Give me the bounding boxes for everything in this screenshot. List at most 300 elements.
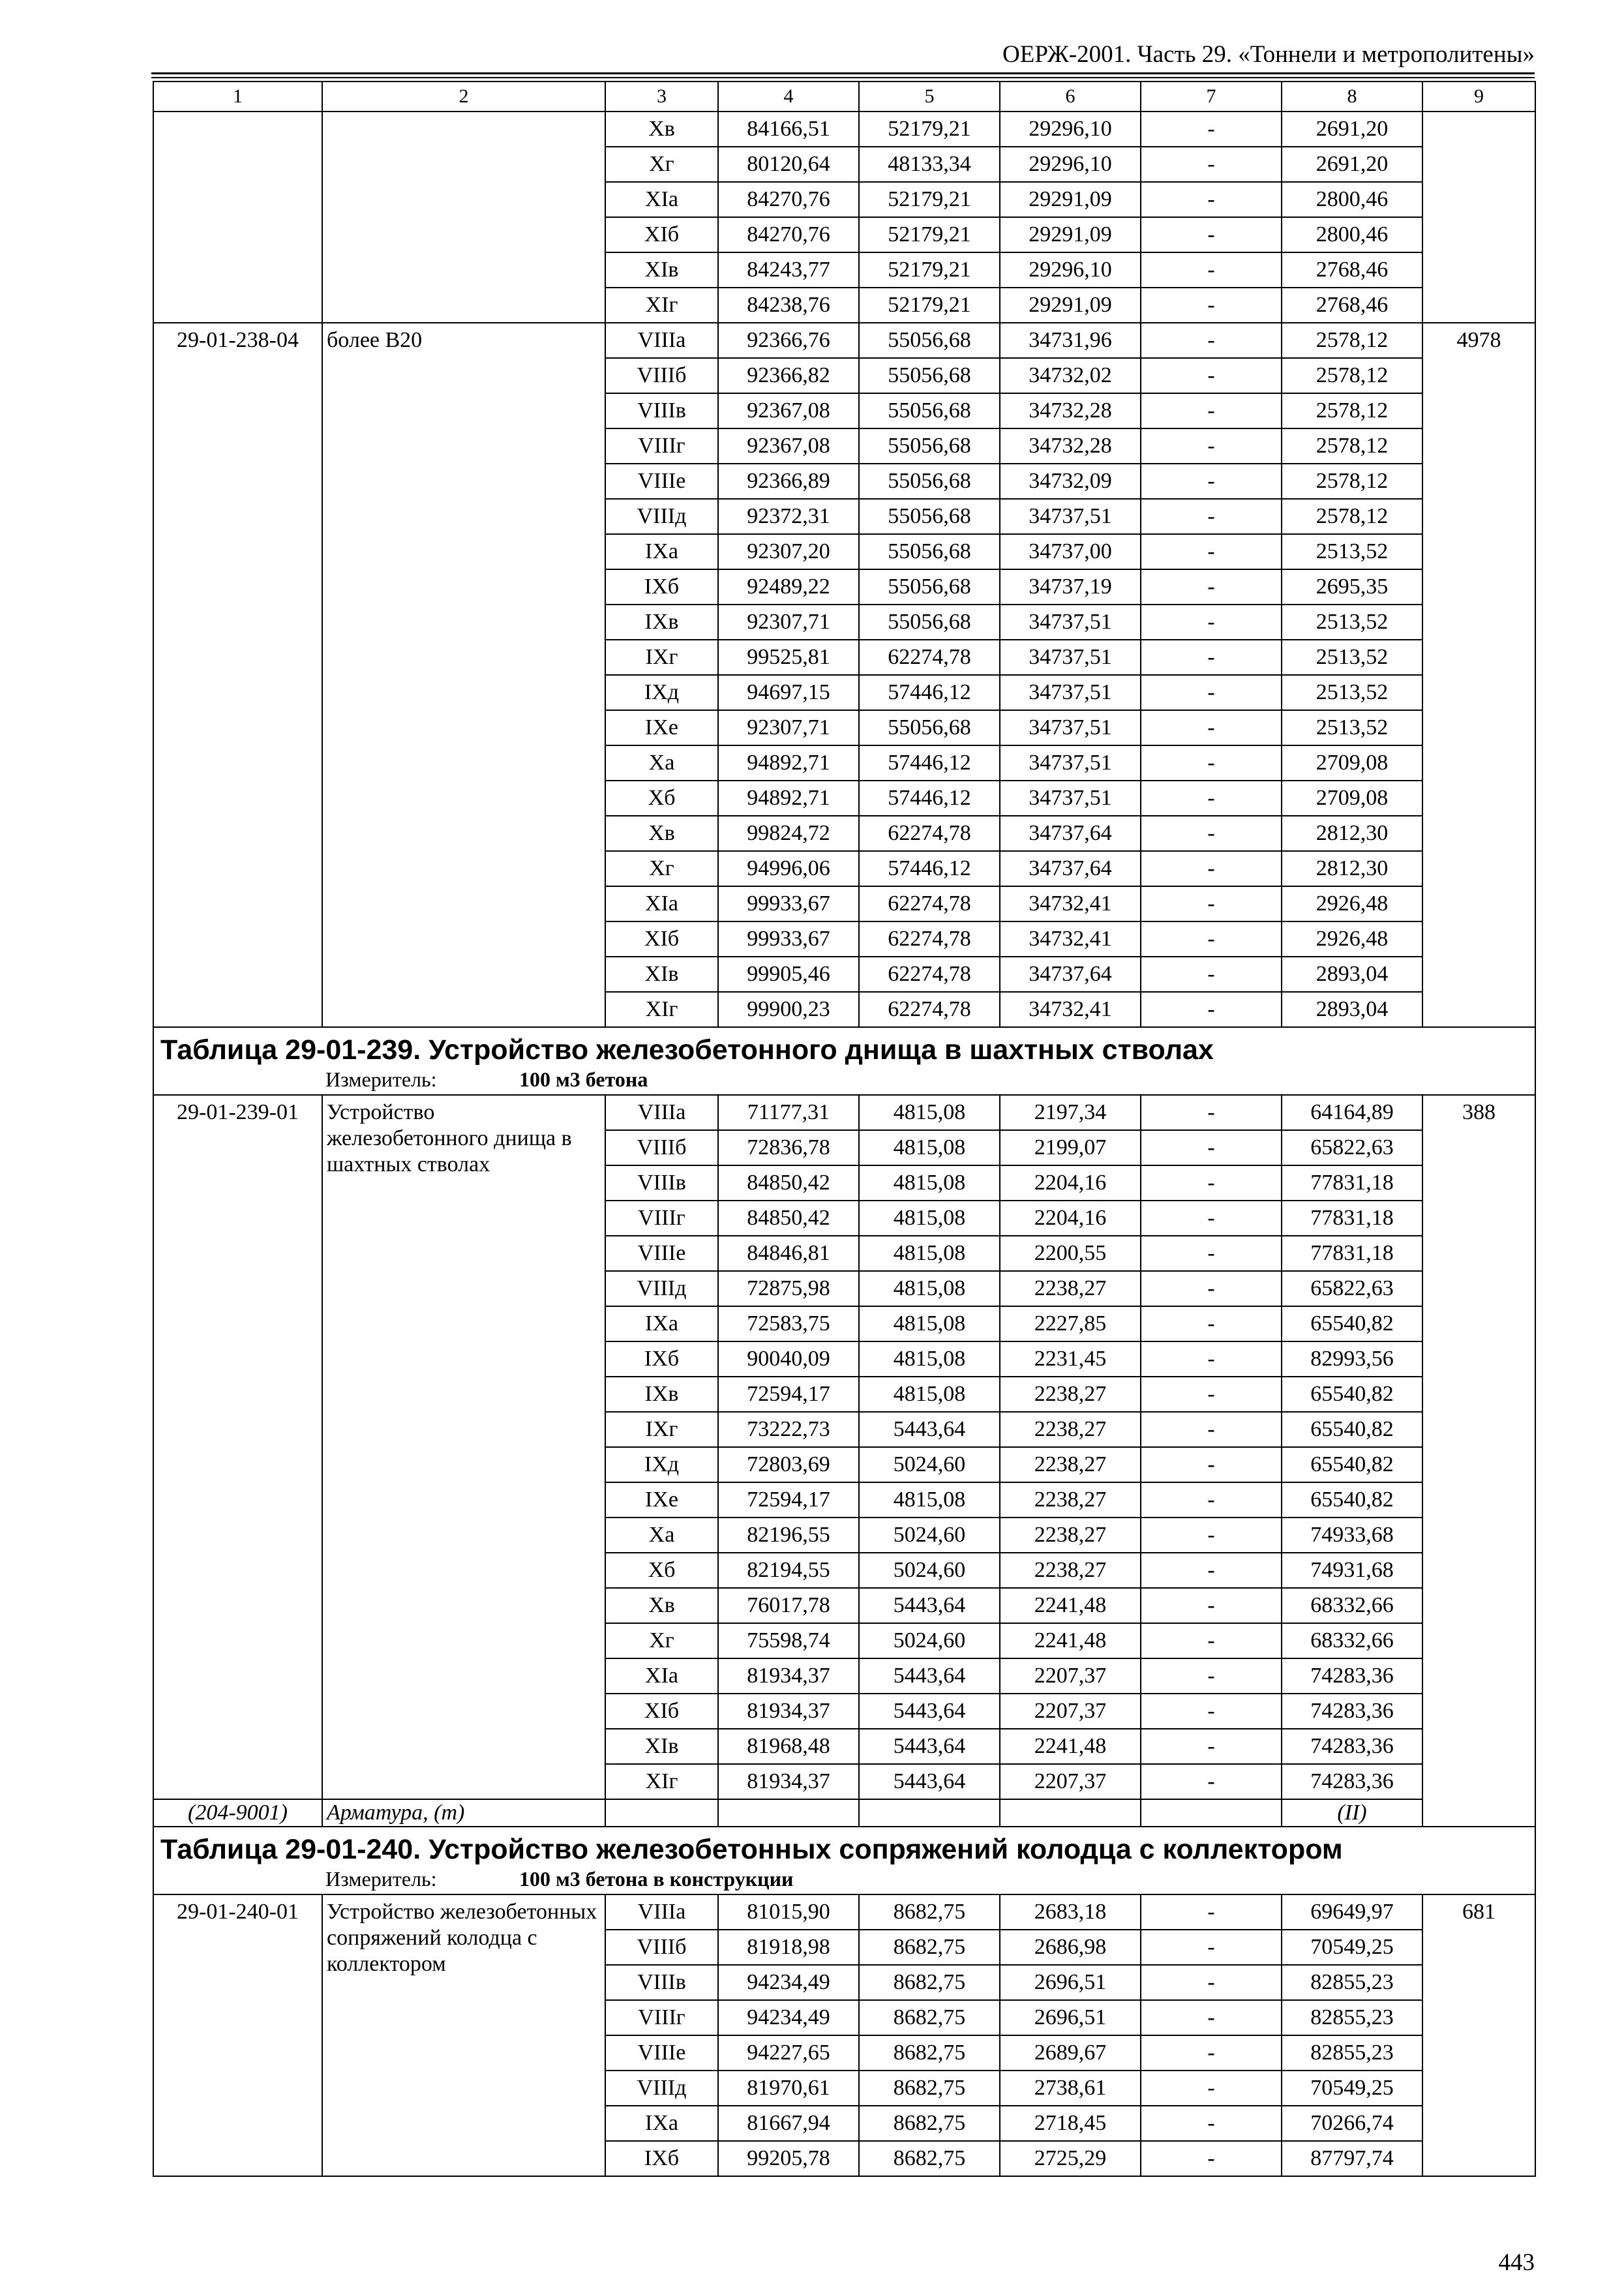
wages-cell: 5443,64 (859, 1729, 1000, 1764)
direct-cost-cell: 92307,71 (718, 605, 859, 640)
column-number: 4 (718, 82, 859, 112)
wages-cell: 8682,75 (859, 1894, 1000, 1930)
drivers-wages-cell: - (1141, 1201, 1282, 1236)
region-cell: IXe (605, 710, 718, 745)
drivers-wages-cell: - (1141, 1764, 1282, 1799)
drivers-wages-cell: - (1141, 1377, 1282, 1412)
wages-cell: 5443,64 (859, 1588, 1000, 1623)
region-cell: Xa (605, 745, 718, 781)
drivers-wages-cell: - (1141, 534, 1282, 569)
direct-cost-cell: 72836,78 (718, 1130, 859, 1165)
machines-cell: 2238,27 (1000, 1412, 1141, 1447)
region-cell: Xб (605, 1553, 718, 1588)
machines-cell: 2689,67 (1000, 2035, 1141, 2071)
drivers-wages-cell: - (1141, 1518, 1282, 1553)
machines-cell: 2238,27 (1000, 1553, 1141, 1588)
machines-cell: 34732,02 (1000, 358, 1141, 393)
direct-cost-cell: 94892,71 (718, 745, 859, 781)
materials-cell: 74283,36 (1282, 1764, 1422, 1799)
column-number: 3 (605, 82, 718, 112)
direct-cost-cell: 81667,94 (718, 2106, 859, 2141)
wages-cell: 4815,08 (859, 1165, 1000, 1201)
direct-cost-cell: 99824,72 (718, 816, 859, 851)
measure-value: 100 м3 бетона в конструкции (519, 1867, 794, 1891)
machines-cell: 34732,28 (1000, 428, 1141, 464)
wages-cell: 8682,75 (859, 2071, 1000, 2106)
region-cell: Xб (605, 781, 718, 816)
wages-cell: 5443,64 (859, 1658, 1000, 1694)
header-rule-thin (151, 77, 1535, 78)
drivers-wages-cell: - (1141, 1588, 1282, 1623)
machines-cell: 2204,16 (1000, 1165, 1141, 1201)
region-cell: XIa (605, 182, 718, 217)
machines-cell: 2238,27 (1000, 1271, 1141, 1306)
materials-cell: 2578,12 (1282, 323, 1422, 358)
wages-cell: 62274,78 (859, 992, 1000, 1027)
machines-cell: 2696,51 (1000, 2000, 1141, 2035)
materials-cell: 70266,74 (1282, 2106, 1422, 2141)
empty-cell (718, 1799, 859, 1827)
region-cell: IXa (605, 534, 718, 569)
direct-cost-cell: 73222,73 (718, 1412, 859, 1447)
region-cell: VIIIд (605, 1271, 718, 1306)
region-cell: XIa (605, 886, 718, 921)
machines-cell: 2241,48 (1000, 1729, 1141, 1764)
wages-cell: 4815,08 (859, 1130, 1000, 1165)
direct-cost-cell: 84243,77 (718, 252, 859, 288)
materials-cell: 65540,82 (1282, 1377, 1422, 1412)
region-cell: IXг (605, 640, 718, 675)
resource-qty: (II) (1282, 1799, 1422, 1827)
direct-cost-cell: 90040,09 (718, 1341, 859, 1377)
column-number: 9 (1422, 82, 1535, 112)
materials-cell: 70549,25 (1282, 2071, 1422, 2106)
machines-cell: 34737,00 (1000, 534, 1141, 569)
column-number-row (153, 82, 1535, 112)
wages-cell: 48133,34 (859, 147, 1000, 182)
wages-cell: 57446,12 (859, 851, 1000, 886)
column-number: 2 (322, 82, 605, 112)
direct-cost-cell: 84270,76 (718, 217, 859, 252)
materials-cell: 2691,20 (1282, 147, 1422, 182)
drivers-wages-cell: - (1141, 1658, 1282, 1694)
direct-cost-cell: 84850,42 (718, 1165, 859, 1201)
wages-cell: 8682,75 (859, 1930, 1000, 1965)
materials-cell: 65822,63 (1282, 1271, 1422, 1306)
materials-cell: 2926,48 (1282, 886, 1422, 921)
direct-cost-cell: 81968,48 (718, 1729, 859, 1764)
wages-cell: 55056,68 (859, 605, 1000, 640)
machines-cell: 34737,51 (1000, 745, 1141, 781)
direct-cost-cell: 92307,71 (718, 710, 859, 745)
direct-cost-cell: 84166,51 (718, 112, 859, 147)
name-cell: более В20 (322, 323, 605, 1027)
drivers-wages-cell: - (1141, 393, 1282, 428)
table-title-cell (153, 1827, 1535, 1894)
materials-cell: 2768,46 (1282, 252, 1422, 288)
region-cell: Xг (605, 147, 718, 182)
materials-cell: 2513,52 (1282, 640, 1422, 675)
direct-cost-cell: 94892,71 (718, 781, 859, 816)
drivers-wages-cell: - (1141, 992, 1282, 1027)
drivers-wages-cell: - (1141, 781, 1282, 816)
wages-cell: 4815,08 (859, 1201, 1000, 1236)
drivers-wages-cell: - (1141, 112, 1282, 147)
drivers-wages-cell: - (1141, 499, 1282, 534)
drivers-wages-cell: - (1141, 851, 1282, 886)
direct-cost-cell: 99900,23 (718, 992, 859, 1027)
region-cell: IXб (605, 1341, 718, 1377)
region-cell: VIIIг (605, 428, 718, 464)
materials-cell: 74931,68 (1282, 1553, 1422, 1588)
labor-cell: 4978 (1422, 323, 1535, 1027)
drivers-wages-cell: - (1141, 1894, 1282, 1930)
materials-cell: 74933,68 (1282, 1518, 1422, 1553)
wages-cell: 4815,08 (859, 1236, 1000, 1271)
materials-cell: 65540,82 (1282, 1482, 1422, 1518)
direct-cost-cell: 81918,98 (718, 1930, 859, 1965)
measure-line (154, 1068, 1535, 1094)
wages-cell: 55056,68 (859, 393, 1000, 428)
wages-cell: 62274,78 (859, 886, 1000, 921)
direct-cost-cell: 72594,17 (718, 1482, 859, 1518)
region-cell: Xв (605, 816, 718, 851)
materials-cell: 65540,82 (1282, 1306, 1422, 1341)
direct-cost-cell: 72803,69 (718, 1447, 859, 1482)
table-title-row (153, 1027, 1535, 1095)
drivers-wages-cell: - (1141, 323, 1282, 358)
machines-cell: 2227,85 (1000, 1306, 1141, 1341)
table-row (153, 323, 1535, 358)
wages-cell: 4815,08 (859, 1482, 1000, 1518)
drivers-wages-cell: - (1141, 1694, 1282, 1729)
machines-cell: 2207,37 (1000, 1764, 1141, 1799)
empty-cell (1141, 1799, 1282, 1827)
wages-cell: 8682,75 (859, 1965, 1000, 2000)
drivers-wages-cell: - (1141, 182, 1282, 217)
direct-cost-cell: 82196,55 (718, 1518, 859, 1553)
region-cell: VIIIe (605, 464, 718, 499)
machines-cell: 2683,18 (1000, 1894, 1141, 1930)
wages-cell: 62274,78 (859, 816, 1000, 851)
region-cell: XIв (605, 1729, 718, 1764)
wages-cell: 55056,68 (859, 428, 1000, 464)
materials-cell: 2812,30 (1282, 816, 1422, 851)
wages-cell: 5443,64 (859, 1412, 1000, 1447)
materials-cell: 65540,82 (1282, 1447, 1422, 1482)
table-title-row (153, 1827, 1535, 1894)
drivers-wages-cell: - (1141, 1729, 1282, 1764)
region-cell: IXг (605, 1412, 718, 1447)
region-cell: VIIIe (605, 2035, 718, 2071)
direct-cost-cell: 92366,76 (718, 323, 859, 358)
direct-cost-cell: 92489,22 (718, 569, 859, 605)
direct-cost-cell: 81934,37 (718, 1658, 859, 1694)
materials-cell: 2893,04 (1282, 957, 1422, 992)
drivers-wages-cell: - (1141, 252, 1282, 288)
drivers-wages-cell: - (1141, 2071, 1282, 2106)
drivers-wages-cell: - (1141, 1447, 1282, 1482)
direct-cost-cell: 92367,08 (718, 393, 859, 428)
wages-cell: 5443,64 (859, 1694, 1000, 1729)
name-cell: Устройство железобетонного днища в шахтных стволах (322, 1095, 605, 1799)
direct-cost-cell: 94227,65 (718, 2035, 859, 2071)
direct-cost-cell: 94234,49 (718, 1965, 859, 2000)
drivers-wages-cell: - (1141, 1482, 1282, 1518)
labor-cell: 388 (1422, 1095, 1535, 1827)
wages-cell: 5024,60 (859, 1623, 1000, 1658)
wages-cell: 55056,68 (859, 534, 1000, 569)
region-cell: IXб (605, 2141, 718, 2176)
direct-cost-cell: 94697,15 (718, 675, 859, 710)
materials-cell: 2578,12 (1282, 428, 1422, 464)
direct-cost-cell: 72594,17 (718, 1377, 859, 1412)
drivers-wages-cell: - (1141, 921, 1282, 957)
machines-cell: 2238,27 (1000, 1377, 1141, 1412)
drivers-wages-cell: - (1141, 428, 1282, 464)
direct-cost-cell: 84846,81 (718, 1236, 859, 1271)
labor-cell (1422, 112, 1535, 323)
region-cell: VIIIд (605, 499, 718, 534)
machines-cell: 34737,51 (1000, 605, 1141, 640)
wages-cell: 5443,64 (859, 1764, 1000, 1799)
machines-cell: 34737,51 (1000, 675, 1141, 710)
direct-cost-cell: 81934,37 (718, 1694, 859, 1729)
machines-cell: 2738,61 (1000, 2071, 1141, 2106)
materials-cell: 64164,89 (1282, 1095, 1422, 1130)
direct-cost-cell: 72875,98 (718, 1271, 859, 1306)
wages-cell: 5024,60 (859, 1447, 1000, 1482)
machines-cell: 29291,09 (1000, 182, 1141, 217)
region-cell: Xг (605, 851, 718, 886)
wages-cell: 4815,08 (859, 1271, 1000, 1306)
machines-cell: 2197,34 (1000, 1095, 1141, 1130)
materials-cell: 77831,18 (1282, 1236, 1422, 1271)
machines-cell: 34731,96 (1000, 323, 1141, 358)
table-title: Таблица 29-01-239. Устройство железобетонного днища в шахтных стволах (160, 1034, 1214, 1066)
code-cell (153, 112, 322, 323)
wages-cell: 4815,08 (859, 1095, 1000, 1130)
machines-cell: 2238,27 (1000, 1482, 1141, 1518)
wages-cell: 8682,75 (859, 2141, 1000, 2176)
region-cell: XIг (605, 992, 718, 1027)
region-cell: IXa (605, 1306, 718, 1341)
wages-cell: 4815,08 (859, 1341, 1000, 1377)
region-cell: IXд (605, 1447, 718, 1482)
column-number: 1 (153, 82, 322, 112)
direct-cost-cell: 92372,31 (718, 499, 859, 534)
drivers-wages-cell: - (1141, 1553, 1282, 1588)
rates-table (153, 81, 1536, 2177)
materials-cell: 77831,18 (1282, 1201, 1422, 1236)
machines-cell: 34732,09 (1000, 464, 1141, 499)
name-cell (322, 112, 605, 323)
wages-cell: 57446,12 (859, 745, 1000, 781)
materials-cell: 2513,52 (1282, 605, 1422, 640)
wages-cell: 52179,21 (859, 217, 1000, 252)
machines-cell: 34732,41 (1000, 886, 1141, 921)
materials-cell: 82855,23 (1282, 2035, 1422, 2071)
machines-cell: 34737,51 (1000, 781, 1141, 816)
wages-cell: 55056,68 (859, 710, 1000, 745)
drivers-wages-cell: - (1141, 710, 1282, 745)
resource-row (153, 1799, 1535, 1827)
drivers-wages-cell: - (1141, 605, 1282, 640)
region-cell: XIб (605, 921, 718, 957)
wages-cell: 52179,21 (859, 112, 1000, 147)
direct-cost-cell: 84850,42 (718, 1201, 859, 1236)
region-cell: IXв (605, 1377, 718, 1412)
drivers-wages-cell: - (1141, 1306, 1282, 1341)
materials-cell: 82993,56 (1282, 1341, 1422, 1377)
drivers-wages-cell: - (1141, 1165, 1282, 1201)
materials-cell: 2709,08 (1282, 781, 1422, 816)
machines-cell: 2207,37 (1000, 1658, 1141, 1694)
machines-cell: 34732,41 (1000, 992, 1141, 1027)
column-number: 6 (1000, 82, 1141, 112)
materials-cell: 65822,63 (1282, 1130, 1422, 1165)
code-cell: 29-01-240-01 (153, 1894, 322, 2176)
materials-cell: 2691,20 (1282, 112, 1422, 147)
region-cell: VIIIб (605, 1130, 718, 1165)
materials-cell: 2578,12 (1282, 499, 1422, 534)
wages-cell: 5024,60 (859, 1518, 1000, 1553)
drivers-wages-cell: - (1141, 1341, 1282, 1377)
resource-code: (204-9001) (153, 1799, 322, 1827)
machines-cell: 2200,55 (1000, 1236, 1141, 1271)
direct-cost-cell: 99905,46 (718, 957, 859, 992)
table-row (153, 1894, 1535, 1930)
drivers-wages-cell: - (1141, 358, 1282, 393)
machines-cell: 2718,45 (1000, 2106, 1141, 2141)
region-cell: IXe (605, 1482, 718, 1518)
machines-cell: 29296,10 (1000, 147, 1141, 182)
drivers-wages-cell: - (1141, 1930, 1282, 1965)
drivers-wages-cell: - (1141, 147, 1282, 182)
region-cell: IXв (605, 605, 718, 640)
drivers-wages-cell: - (1141, 1095, 1282, 1130)
measure-value: 100 м3 бетона (519, 1068, 648, 1091)
direct-cost-cell: 94996,06 (718, 851, 859, 886)
drivers-wages-cell: - (1141, 288, 1282, 323)
materials-cell: 87797,74 (1282, 2141, 1422, 2176)
wages-cell: 62274,78 (859, 957, 1000, 992)
machines-cell: 2696,51 (1000, 1965, 1141, 2000)
region-cell: VIIIв (605, 393, 718, 428)
materials-cell: 2578,12 (1282, 464, 1422, 499)
machines-cell: 34737,64 (1000, 851, 1141, 886)
direct-cost-cell: 84238,76 (718, 288, 859, 323)
drivers-wages-cell: - (1141, 957, 1282, 992)
direct-cost-cell: 99933,67 (718, 886, 859, 921)
direct-cost-cell: 72583,75 (718, 1306, 859, 1341)
machines-cell: 2231,45 (1000, 1341, 1141, 1377)
drivers-wages-cell: - (1141, 640, 1282, 675)
column-number: 7 (1141, 82, 1282, 112)
materials-cell: 2709,08 (1282, 745, 1422, 781)
direct-cost-cell: 99205,78 (718, 2141, 859, 2176)
measure-label: Измеритель: (325, 1068, 437, 1091)
drivers-wages-cell: - (1141, 464, 1282, 499)
materials-cell: 74283,36 (1282, 1658, 1422, 1694)
machines-cell: 2241,48 (1000, 1588, 1141, 1623)
materials-cell: 2578,12 (1282, 358, 1422, 393)
direct-cost-cell: 92366,89 (718, 464, 859, 499)
table-row (153, 1095, 1535, 1130)
region-cell: VIIIг (605, 1201, 718, 1236)
region-cell: XIб (605, 1694, 718, 1729)
empty-cell (1000, 1799, 1141, 1827)
page-header-title: ОЕРЖ-2001. Часть 29. «Тоннели и метрополитены» (1002, 41, 1535, 68)
drivers-wages-cell: - (1141, 2035, 1282, 2071)
table-title: Таблица 29-01-240. Устройство железобетонных сопряжений колодца с коллектором (160, 1834, 1343, 1865)
region-cell: VIIIв (605, 1165, 718, 1201)
machines-cell: 34737,19 (1000, 569, 1141, 605)
machines-cell: 2199,07 (1000, 1130, 1141, 1165)
direct-cost-cell: 92366,82 (718, 358, 859, 393)
materials-cell: 77831,18 (1282, 1165, 1422, 1201)
wages-cell: 52179,21 (859, 182, 1000, 217)
materials-cell: 82855,23 (1282, 2000, 1422, 2035)
region-cell: Xв (605, 112, 718, 147)
wages-cell: 4815,08 (859, 1306, 1000, 1341)
direct-cost-cell: 76017,78 (718, 1588, 859, 1623)
wages-cell: 57446,12 (859, 781, 1000, 816)
wages-cell: 62274,78 (859, 921, 1000, 957)
materials-cell: 68332,66 (1282, 1623, 1422, 1658)
rates-table-body (153, 82, 1535, 2176)
machines-cell: 2204,16 (1000, 1201, 1141, 1236)
materials-cell: 2513,52 (1282, 710, 1422, 745)
drivers-wages-cell: - (1141, 1271, 1282, 1306)
wages-cell: 52179,21 (859, 288, 1000, 323)
drivers-wages-cell: - (1141, 2141, 1282, 2176)
machines-cell: 2238,27 (1000, 1447, 1141, 1482)
direct-cost-cell: 82194,55 (718, 1553, 859, 1588)
wages-cell: 55056,68 (859, 569, 1000, 605)
materials-cell: 2695,35 (1282, 569, 1422, 605)
machines-cell: 34737,51 (1000, 710, 1141, 745)
drivers-wages-cell: - (1141, 569, 1282, 605)
machines-cell: 2686,98 (1000, 1930, 1141, 1965)
region-cell: VIIIд (605, 2071, 718, 2106)
drivers-wages-cell: - (1141, 1236, 1282, 1271)
machines-cell: 34737,51 (1000, 640, 1141, 675)
materials-cell: 74283,36 (1282, 1729, 1422, 1764)
machines-cell: 29296,10 (1000, 112, 1141, 147)
code-cell: 29-01-239-01 (153, 1095, 322, 1799)
region-cell: IXa (605, 2106, 718, 2141)
region-cell: VIIIб (605, 358, 718, 393)
resource-name: Арматура, (т) (322, 1799, 605, 1827)
region-cell: IXд (605, 675, 718, 710)
wages-cell: 4815,08 (859, 1377, 1000, 1412)
direct-cost-cell: 71177,31 (718, 1095, 859, 1130)
column-number: 5 (859, 82, 1000, 112)
wages-cell: 5024,60 (859, 1553, 1000, 1588)
machines-cell: 2725,29 (1000, 2141, 1141, 2176)
direct-cost-cell: 99933,67 (718, 921, 859, 957)
wages-cell: 52179,21 (859, 252, 1000, 288)
region-cell: XIг (605, 288, 718, 323)
empty-cell (605, 1799, 718, 1827)
region-cell: VIIIa (605, 323, 718, 358)
machines-cell: 34737,64 (1000, 816, 1141, 851)
drivers-wages-cell: - (1141, 1623, 1282, 1658)
drivers-wages-cell: - (1141, 217, 1282, 252)
machines-cell: 29296,10 (1000, 252, 1141, 288)
drivers-wages-cell: - (1141, 745, 1282, 781)
